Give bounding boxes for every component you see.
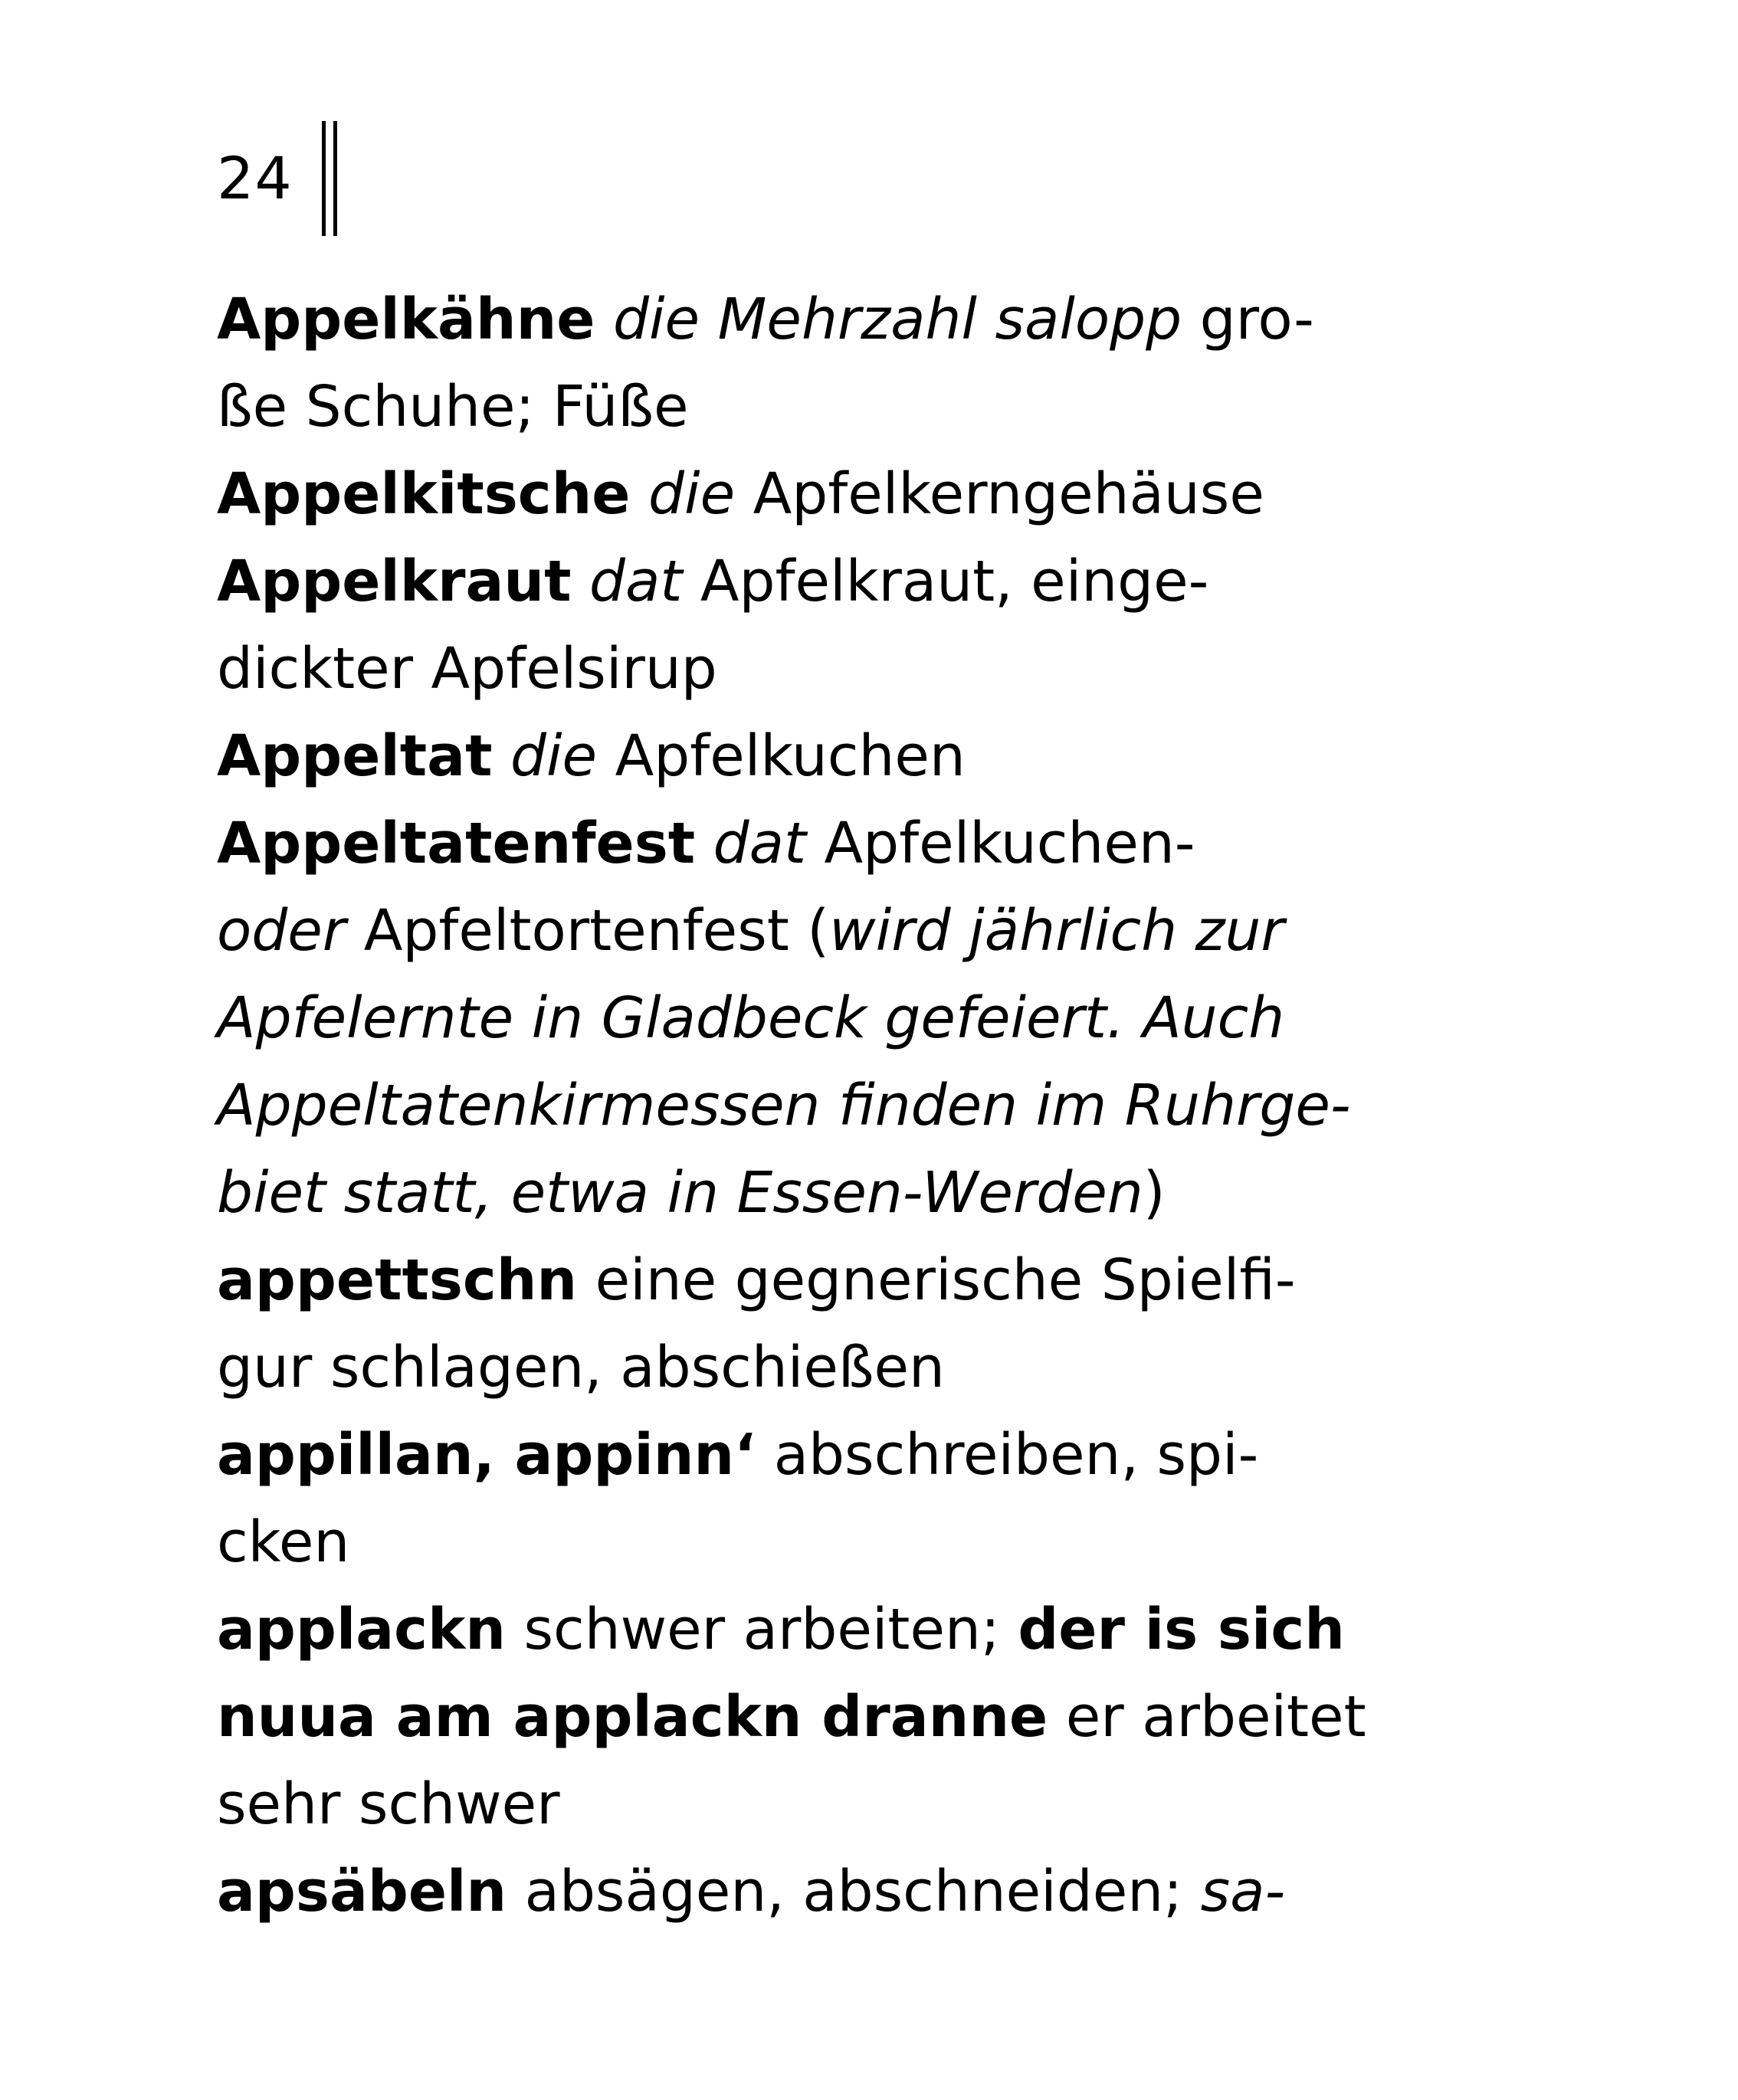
headword: Appelkitsche [217,461,631,527]
entry-line [217,1237,1535,1324]
definition-text [492,723,510,789]
grammar-note: Apfelernte in Gladbeck gefeiert. Auch [217,985,1285,1051]
entry-line [217,800,1535,887]
definition-text: Apfelkuchen [597,723,966,789]
grammar-note: wird jährlich zur [829,898,1284,964]
dictionary-entries [217,276,1535,1935]
entry-line [217,276,1535,363]
headword: nuua am applackn dranne [217,1684,1048,1750]
definition-text: Apfeltortenfest ( [346,898,830,964]
grammar-note: sa- [1200,1859,1286,1925]
definition-text: gro- [1182,287,1314,352]
headword: apsäbeln [217,1859,507,1925]
entry-line [217,1062,1535,1149]
entry-line [217,363,1535,450]
headword: Appeltatenfest [217,811,696,876]
headword: applackn [217,1597,506,1663]
headword: appettschn [217,1247,578,1313]
grammar-note: oder [217,898,346,964]
grammar-note: dat [713,811,806,876]
headword: Appelkraut [217,549,572,614]
definition-text: Apfelkraut, einge- [682,549,1209,614]
entry-line [217,450,1535,538]
headword: appillan, appinn‘ [217,1422,756,1488]
definition-text: ße Schuhe; Füße [217,374,689,440]
dictionary-entry [217,1586,1535,1848]
dictionary-entry [217,713,1535,800]
definition-text: ) [1143,1160,1166,1226]
definition-text: absägen, abschneiden; [507,1859,1201,1925]
dictionary-entry [217,450,1535,538]
grammar-note: die [648,461,736,527]
header-double-rule [322,121,337,236]
definition-text [631,461,649,527]
dictionary-entry [217,1848,1535,1935]
entry-line [217,1848,1535,1935]
definition-text: dickter Apfelsirup [217,636,717,702]
definition-text: Apfelkuchen- [806,811,1195,876]
definition-text: er arbeitet [1048,1684,1366,1750]
definition-text [695,811,713,876]
grammar-note: biet statt, etwa in Essen-Werden [217,1160,1143,1226]
entry-line [217,1149,1535,1237]
headword: der is sich [1018,1597,1345,1663]
entry-line [217,975,1535,1062]
entry-line [217,625,1535,713]
grammar-note: die Mehrzahl salopp [613,287,1182,352]
definition-text: eine gegnerische Spielfi- [577,1247,1296,1313]
grammar-note: Appeltatenkirmessen finden im Ruhrge- [217,1073,1351,1138]
headword: Appelkähne [217,287,595,352]
page-number: 24 [217,144,293,212]
dictionary-entry [217,1411,1535,1586]
entry-line [217,538,1535,625]
headword: Appeltat [217,723,493,789]
definition-text: abschreiben, spi- [756,1422,1259,1488]
entry-line [217,1499,1535,1586]
grammar-note: die [510,723,598,789]
entry-line [217,1761,1535,1848]
definition-text: schwer arbeiten; [505,1597,1018,1663]
dictionary-entry [217,538,1535,713]
definition-text: Apfelkerngehäuse [735,461,1264,527]
dictionary-entry [217,276,1535,450]
dictionary-entry [217,800,1535,1237]
entry-line [217,1411,1535,1499]
definition-text: sehr schwer [217,1771,560,1837]
page-header [217,121,337,236]
definition-text [571,549,589,614]
entry-line [217,1324,1535,1411]
grammar-note: dat [589,549,683,614]
definition-text: gur schlagen, abschießen [217,1335,945,1401]
dictionary-entry [217,1237,1535,1411]
entry-line [217,887,1535,975]
entry-line [217,1586,1535,1673]
definition-text: cken [217,1509,350,1575]
definition-text [595,287,613,352]
entry-line [217,713,1535,800]
entry-line [217,1673,1535,1761]
